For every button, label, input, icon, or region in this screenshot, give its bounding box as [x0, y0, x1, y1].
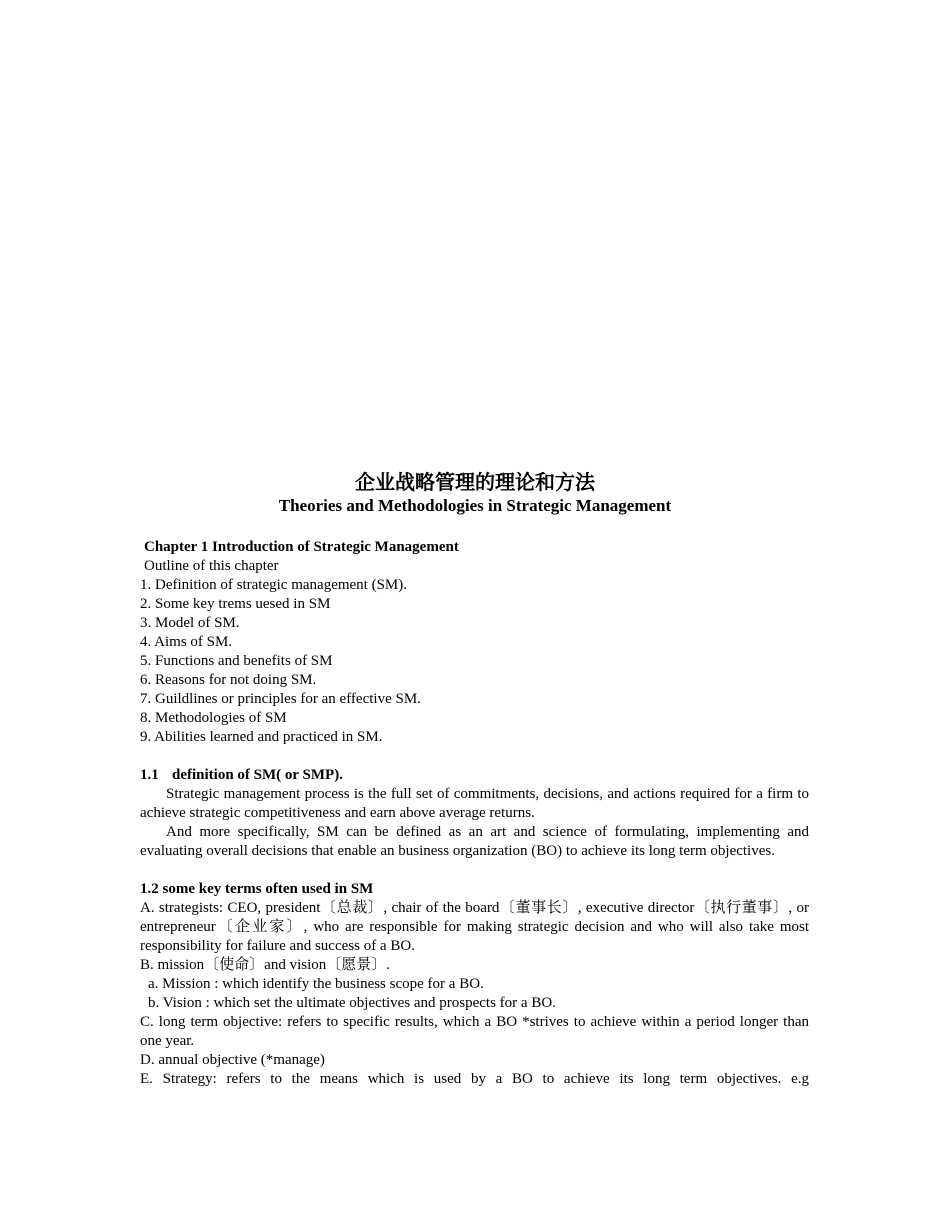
term-b-vision: b. Vision : which set the ultimate objectives and prospects for a BO. — [148, 995, 556, 1011]
outline-item: 1. Definition of strategic management (SM). — [140, 577, 408, 593]
term-b-mission: a. Mission : which identify the business scope for a BO. — [148, 976, 484, 992]
outline-item: 9. Abilities learned and practiced in SM. — [140, 729, 383, 745]
paragraph: And more specifically, SM can be defined as an art and science of formulating, implementing and evaluating overall decisions that enable an business organization (BO) to achieve its long term objectives. — [140, 824, 809, 859]
chapter-heading: Chapter 1 Introduction of Strategic Management — [144, 539, 459, 555]
term-e: E. Strategy: refers to the means which is used by a BO to achieve its long term objectives. e.g — [140, 1071, 809, 1087]
section-number: 1.1 — [140, 767, 159, 783]
title-english: Theories and Methodologies in Strategic Management — [278, 496, 672, 515]
outline-item: 2. Some key trems uesed in SM — [140, 596, 331, 612]
term-d: D. annual objective (*manage) — [140, 1052, 325, 1068]
outline-item: 8. Methodologies of SM — [140, 710, 287, 726]
document-body — [140, 538, 809, 1089]
outline-item: 6. Reasons for not doing SM. — [140, 672, 317, 688]
outline-item: 7. Guildlines or principles for an effective SM. — [140, 691, 421, 707]
section-1-1-heading — [140, 766, 809, 785]
term-a: A. strategists: CEO, president〔总裁〕, chair of the board〔董事长〕, executive director〔执行董事〕, or entrepreneur〔企业家〕, who are responsible for making strategic decision and who will also take most responsibility for failure and success of a BO. — [140, 900, 809, 954]
section-1-2-heading: 1.2 some key terms often used in SM — [140, 881, 374, 897]
title-chinese: 企业战略管理的理论和方法 — [355, 472, 595, 494]
section-title: definition of SM( or SMP). — [172, 767, 343, 783]
outline-item: 3. Model of SM. — [140, 615, 240, 631]
term-c: C. long term objective: refers to specific results, which a BO *strives to achieve within a period longer than one year. — [140, 1014, 809, 1049]
outline-item: 4. Aims of SM. — [140, 634, 233, 650]
term-b: B. mission〔使命〕and vision〔愿景〕. — [140, 957, 391, 973]
outline-label: Outline of this chapter — [144, 558, 279, 574]
outline-item: 5. Functions and benefits of SM — [140, 653, 333, 669]
paragraph: Strategic management process is the full set of commitments, decisions, and actions required for a firm to achieve strategic competitiveness and earn above average returns. — [140, 786, 809, 821]
